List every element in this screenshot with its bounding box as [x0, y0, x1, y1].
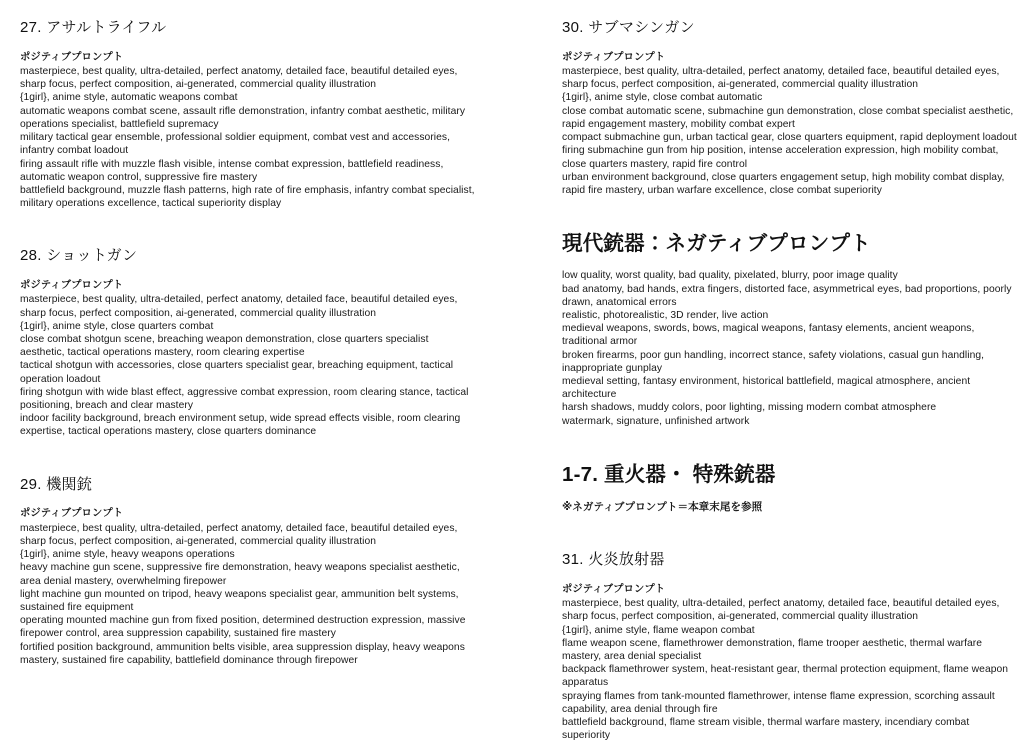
chapter-heading: 1-7. 重火器・ 特殊銃器 — [562, 462, 776, 486]
prompt-line: close combat automatic scene, submachine gun demonstration, close combat specialist aesthetic, rapid engagement mastery, mobility combat expert — [562, 105, 1014, 130]
right-column — [562, 0, 1017, 743]
prompt-line: low quality, worst quality, bad quality, pixelated, blurry, poor image quality — [562, 270, 898, 282]
positive-prompt-body — [562, 65, 1017, 197]
prompt-line: compact submachine gun, urban tactical gear, close quarters equipment, rapid deployment loadout — [562, 132, 1017, 144]
prompt-line: firing assault rifle with muzzle flash visible, intense combat expression, battlefield readiness, automatic weapon control, suppressive fire mastery — [20, 158, 444, 183]
prompt-line: heavy machine gun scene, suppressive fire demonstration, heavy weapons specialist aesthetic, area denial mastery, overwhelming firepower — [20, 562, 460, 587]
prompt-line: {1girl}, anime style, close quarters combat — [20, 320, 214, 332]
prompt-line: watermark, signature, unfinished artwork — [562, 415, 750, 427]
positive-prompt-label: ポジティブプロンプト — [562, 51, 666, 63]
positive-prompt-body — [20, 522, 475, 667]
prompt-line: spraying flames from tank-mounted flamethrower, intense flame expression, scorching assault capability, area denial through fire — [562, 690, 995, 715]
chapter-note: ※ネガティブプロンプト＝本章末尾を参照 — [562, 501, 763, 514]
prompt-line: {1girl}, anime style, flame weapon combat — [562, 624, 755, 636]
prompt-line: backpack flamethrower system, heat-resistant gear, thermal protection equipment, flame weapon apparatus — [562, 664, 1009, 689]
negative-prompt-body — [562, 269, 1017, 427]
section-28 — [20, 246, 475, 438]
positive-prompt-body — [20, 293, 475, 438]
section-30 — [562, 18, 1017, 197]
section-heading: 29. 機関銃 — [20, 475, 93, 493]
section-heading: 28. ショットガン — [20, 247, 138, 265]
section-heading: 31. 火炎放射器 — [562, 551, 665, 569]
section-heading: 27. アサルトライフル — [20, 19, 167, 36]
section-31 — [562, 550, 1017, 742]
prompt-line: firing shotgun with wide blast effect, aggressive combat expression, room clearing stance, tactical positioning, breach and clear mastery — [20, 386, 469, 412]
positive-prompt-label: ポジティブプロンプト — [20, 279, 124, 291]
chapter-1-7-block — [562, 462, 1017, 514]
positive-prompt-body — [562, 597, 1017, 742]
negative-prompt-block — [562, 231, 1017, 428]
prompt-line: masterpiece, best quality, ultra-detailed, perfect anatomy, detailed face, beautiful detailed eyes, sharp focus, perfect composition, ai-generated, commercial quality illustration — [20, 522, 458, 547]
prompt-line: {1girl}, anime style, close combat automatic — [562, 92, 763, 104]
positive-prompt-label: ポジティブプロンプト — [562, 583, 666, 595]
prompt-line: masterpiece, best quality, ultra-detailed, perfect anatomy, detailed face, beautiful detailed eyes, sharp focus, perfect composition, ai-generated, commercial quality illustration — [562, 66, 1000, 91]
prompt-line: light machine gun mounted on tripod, heavy weapons specialist gear, ammunition belt systems, sustained fire equipment — [20, 588, 459, 613]
positive-prompt-label: ポジティブプロンプト — [20, 508, 124, 520]
prompt-line: realistic, photorealistic, 3D render, live action — [562, 309, 769, 321]
prompt-line: battlefield background, muzzle flash patterns, high rate of fire emphasis, infantry combat specialist, military operations excellence, tactical superiority display — [20, 184, 475, 210]
left-column — [20, 0, 475, 667]
prompt-line: tactical shotgun with accessories, close quarters specialist gear, breaching equipment, tactical operation loadout — [20, 360, 454, 385]
negative-prompt-heading: 現代銃器：ネガティブプロンプト — [562, 232, 871, 256]
prompt-line: {1girl}, anime style, heavy weapons operations — [20, 549, 235, 561]
prompt-line: fortified position background, ammunition belts visible, area suppression display, heavy weapons mastery, sustained fire capability, battlefield dominance through firepower — [20, 641, 465, 666]
prompt-line: flame weapon scene, flamethrower demonstration, flame trooper aesthetic, thermal warfare mastery, area denial specialist — [562, 637, 983, 663]
section-heading: 30. サブマシンガン — [562, 19, 695, 36]
prompt-line: close combat shotgun scene, breaching weapon demonstration, close quarters specialist aesthetic, tactical operations mastery, room clearing expertise — [20, 334, 429, 359]
positive-prompt-label: ポジティブプロンプト — [20, 51, 124, 63]
prompt-line: battlefield background, flame stream visible, thermal warfare mastery, incendiary combat superiority — [562, 717, 970, 742]
prompt-line: {1girl}, anime style, automatic weapons combat — [20, 92, 238, 104]
prompt-line: medieval weapons, swords, bows, magical weapons, fantasy elements, ancient weapons, traditional armor — [562, 323, 975, 348]
prompt-line: military tactical gear ensemble, professional soldier equipment, combat vest and accessories, infantry combat loadout — [20, 132, 451, 157]
prompt-line: operating mounted machine gun from fixed position, determined destruction expression, massive firepower control, area suppression capability, sustained fire mastery — [20, 615, 466, 640]
prompt-line: bad anatomy, bad hands, extra fingers, distorted face, asymmetrical eyes, bad proportions, poorly drawn, anatomical errors — [562, 283, 1012, 308]
prompt-line: urban environment background, close quarters engagement setup, high mobility combat display, rapid fire mastery, urban warfare excellence, close combat superiority — [562, 171, 1005, 196]
prompt-line: automatic weapons combat scene, assault rifle demonstration, infantry combat aesthetic, military operations specialist, battlefield supremacy — [20, 105, 466, 130]
prompt-line: harsh shadows, muddy colors, poor lighting, missing modern combat atmosphere — [562, 402, 937, 414]
section-27 — [20, 18, 475, 210]
positive-prompt-body — [20, 65, 475, 210]
section-29 — [20, 475, 475, 667]
prompt-line: masterpiece, best quality, ultra-detailed, perfect anatomy, detailed face, beautiful detailed eyes, sharp focus, perfect composition, ai-generated, commercial quality illustration — [20, 66, 458, 91]
prompt-line: broken firearms, poor gun handling, incorrect stance, safety violations, casual gun handling, inappropriate gunplay — [562, 349, 985, 374]
prompt-line: medieval setting, fantasy environment, historical battlefield, magical atmosphere, ancient architecture — [562, 375, 971, 401]
prompt-line: masterpiece, best quality, ultra-detailed, perfect anatomy, detailed face, beautiful detailed eyes, sharp focus, perfect composition, ai-generated, commercial quality illustration — [20, 294, 458, 319]
prompt-line: masterpiece, best quality, ultra-detailed, perfect anatomy, detailed face, beautiful detailed eyes, sharp focus, perfect composition, ai-generated, commercial quality illustration — [562, 598, 1000, 623]
prompt-line: firing submachine gun from hip position, intense acceleration expression, high mobility combat, close quarters mastery, rapid fire control — [562, 145, 999, 170]
prompt-line: indoor facility background, breach environment setup, wide spread effects visible, room clearing expertise, tactical operations mastery, close quarters dominance — [20, 413, 461, 438]
